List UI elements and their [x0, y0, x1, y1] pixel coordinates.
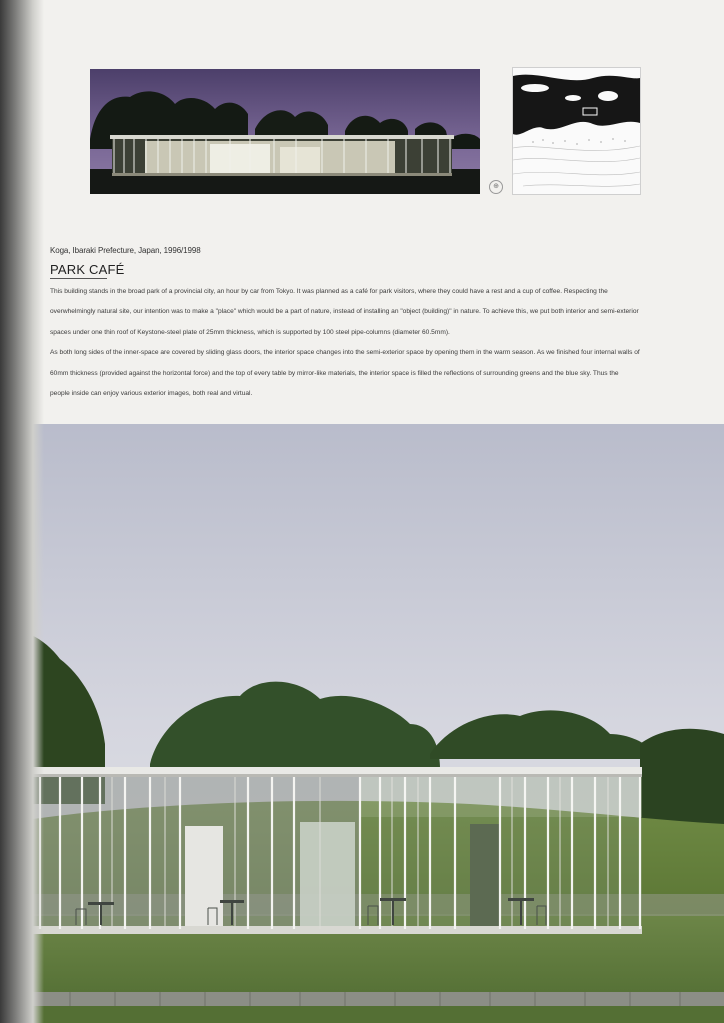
daylight-exterior-photo — [0, 424, 724, 1023]
project-location: Koga, Ibaraki Prefecture, Japan, 1996/1998 — [50, 246, 201, 255]
title-underline — [50, 278, 107, 279]
project-description — [50, 282, 640, 404]
site-plan-drawing — [512, 67, 641, 195]
north-arrow-icon: ⊕ — [489, 180, 503, 194]
page-title: PARK CAFÉ — [50, 262, 125, 277]
night-exterior-photo — [90, 69, 480, 194]
description-paragraph: As both long sides of the inner-space are covered by sliding glass doors, the interior space changes into the semi-exterior space by opening them in the warm season. As we finished four internal walls of 60mm thickness (provided against the horizontal force) and the top of every table by mirror-like materials, the interior space is filled the reflections of surrounding greens and the blue sky. Thus the people inside can enjoy various exterior images, both real and virtual. — [50, 349, 640, 398]
description-paragraph: This building stands in the broad park of a provincial city, an hour by car from Tokyo. It was planned as a café for park visitors, where they could have a rest and a cup of coffee. Respecting the overwhelmingly natural site, our intention was to make a "place" which would be a part of nature, instead of installing an "object (building)" in nature. To achieve this, we put both interior and semi-exterior spaces under one thin roof of Keystone-steel plate of 25mm thickness, which is supported by 100 steel pipe-columns (diameter 60.5mm). — [50, 288, 639, 336]
